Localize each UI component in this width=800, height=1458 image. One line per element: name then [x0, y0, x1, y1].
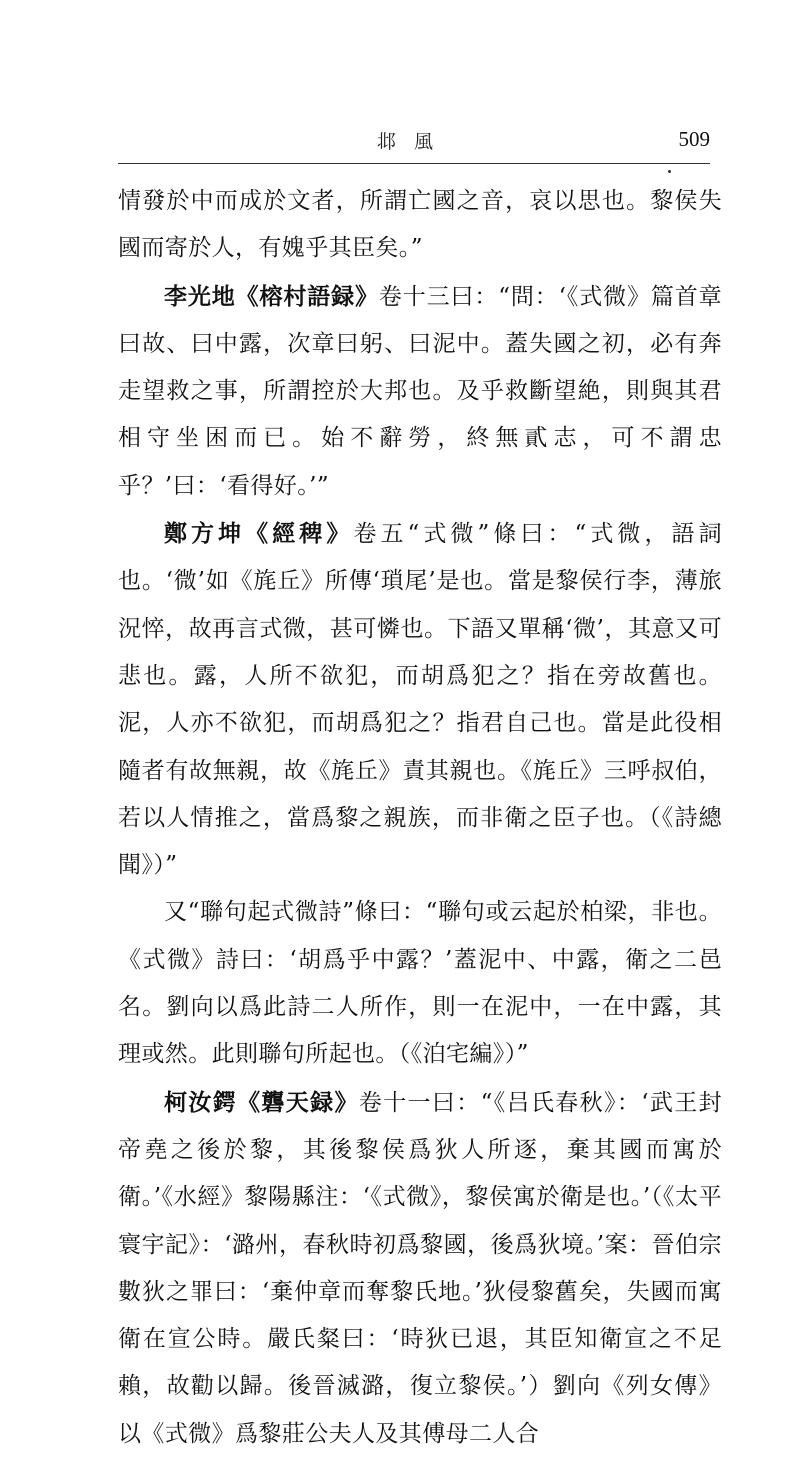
paragraph-text: 又“聯句起式微詩”條曰：“聯句或云起於柏梁，非也。《式微》詩曰：‘胡爲乎中露？’蓋泥中、中露，衛之二邑名。劉向以爲此詩二人所作，則一在泥中，一在中露，其理或然。此則聯句所起也。（《泊宅編》）”	[118, 899, 722, 1068]
paragraph	[118, 889, 722, 1078]
paragraph-text: 情發於中而成於文者，所謂亡國之音，哀以思也。黎侯失國而寄於人，有媿乎其臣矣。”	[118, 188, 722, 262]
body-text	[118, 178, 722, 1458]
running-header	[118, 127, 710, 163]
running-title: 邶風	[376, 131, 451, 153]
source-title: 柯汝鍔《礱天録》	[164, 1088, 359, 1116]
paragraph-text: 卷十三曰：“問：‘《式微》篇首章曰故、曰中露，次章曰躬、曰泥中。蓋失國之初，必有奔走望救之事，所謂控於大邦也。及乎救斷望絶，則與其君相守坐困而已。始不辭勞，終無貳志，可不謂忠乎？’曰：‘看得好。’”	[118, 283, 722, 499]
ink-dot	[668, 170, 671, 173]
paragraph	[118, 1079, 722, 1458]
paragraph-text: 卷十一曰：“《吕氏春秋》：‘武王封帝堯之後於黎，其後黎侯爲狄人所逐，棄其國而寓於衛。’《水經》黎陽縣注：‘《式微》，黎侯寓於衛是也。’（《太平寰宇記》：‘潞州，春秋時初爲黎國，後爲狄境。’案：晉伯宗數狄之罪曰：‘棄仲章而奪黎氏地。’狄侵黎舊矣，失國而寓衛在宣公時。嚴氏粲曰：‘時狄已退，其臣知衛宣之不足賴，故勸以歸。後晉滅潞，復立黎侯。’）劉向《列女傳》以《式微》爲黎莊公夫人及其傅母二人合	[118, 1089, 722, 1447]
paragraph	[118, 273, 722, 510]
header-rule	[118, 163, 710, 164]
source-title: 鄭方坤《經稗》	[164, 520, 354, 548]
paragraph	[118, 510, 722, 889]
paragraph	[118, 178, 722, 273]
source-title: 李光地《榕村語録》	[164, 282, 379, 310]
paragraph-text: 卷五“式微”條曰：“式微，語詞也。‘微’如《旄丘》所傳‘瑣尾’是也。當是黎侯行李，薄旅況悴，故再言式微，甚可憐也。下語又單稱‘微’，其意又可悲也。露，人所不欲犯，而胡爲犯之？指在旁故舊也。泥，人亦不欲犯，而胡爲犯之？指君自己也。當是此役相隨者有故無親，故《旄丘》責其親也。《旄丘》三呼叔伯，若以人情推之，當爲黎之親族，而非衛之臣子也。（《詩總聞》）”	[118, 521, 723, 879]
page-number: 509	[678, 127, 710, 151]
